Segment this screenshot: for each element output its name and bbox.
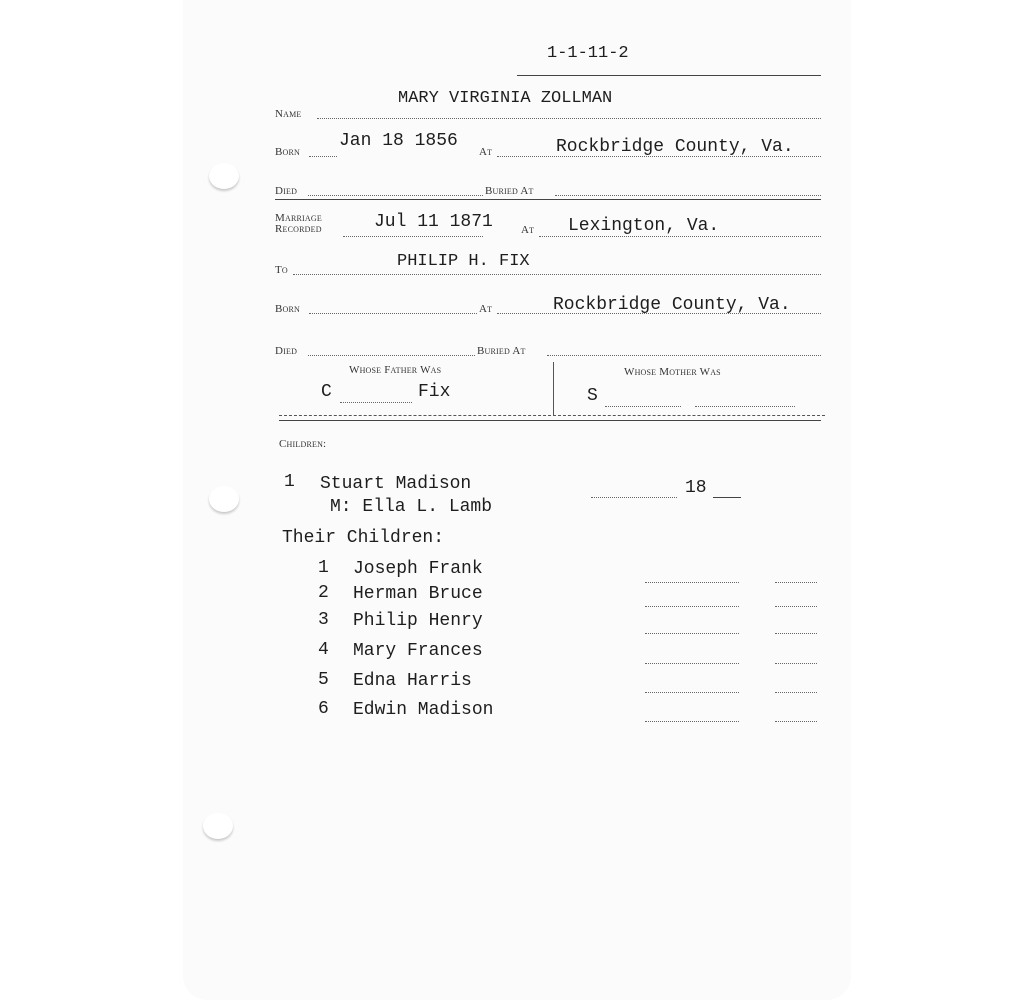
child-date-line [591,497,677,498]
grandchild-year-line [775,633,817,634]
divider [517,75,821,76]
spouse-born-place: Rockbridge County, Va. [553,295,791,315]
punch-hole [209,163,239,189]
grandchild-date-line [645,721,739,722]
buried-line [555,195,821,196]
spouse-born-line [309,313,477,314]
mother-blank-1 [605,406,681,407]
spouse-buried-line [547,355,821,356]
grandchild-date-line [645,633,739,634]
children-label: Children: [279,438,327,450]
born-label: Born [275,146,301,158]
marriage-place: Lexington, Va. [568,216,720,236]
spouse-name: PHILIP H. FIX [397,252,530,271]
grandchild-name: Joseph Frank [353,559,483,579]
mother-label: Whose Mother Was [624,366,721,378]
grandchild-number: 2 [318,583,329,603]
card-number: 1-1-11-2 [547,44,629,63]
father-blank [340,402,412,403]
grandchild-name: Philip Henry [353,611,483,631]
mother-blank-2 [695,406,795,407]
grandchild-number: 6 [318,699,329,719]
grandchild-date-line [645,606,739,607]
child-year-line [713,497,741,498]
grandchild-year-line [775,582,817,583]
child-year: 18 [685,478,707,498]
at-label: At [479,146,493,158]
grandchild-name: Herman Bruce [353,584,483,604]
father-initial: C [321,382,332,402]
mother-initial: S [587,386,598,406]
child-name: Stuart Madison [320,474,472,494]
grandchild-number: 5 [318,670,329,690]
spouse-at-label: At [479,303,493,315]
grandchild-number: 3 [318,610,329,630]
father-surname: Fix [418,382,451,402]
to-label: To [275,264,288,276]
child-number: 1 [284,472,295,492]
grandchild-year-line [775,721,817,722]
marriage-label-line2: Recorded [275,223,322,235]
spouse-died-line [308,355,475,356]
father-label: Whose Father Was [349,364,442,376]
name-line [317,118,821,119]
marriage-label-line1: Marriage [275,212,322,224]
spouse-born-label: Born [275,303,301,315]
divider [279,415,825,416]
spouse-died-label: Died [275,345,298,357]
born-line [309,156,337,157]
born-place: Rockbridge County, Va. [556,137,794,157]
grandchild-year-line [775,663,817,664]
grandchild-date-line [645,663,739,664]
died-label: Died [275,185,298,197]
name-label: Name [275,108,302,120]
grandchild-number: 1 [318,558,329,578]
grandchild-name: Mary Frances [353,641,483,661]
grandchild-date-line [645,692,739,693]
grandchild-name: Edna Harris [353,671,472,691]
died-line [308,195,483,196]
to-line [293,274,821,275]
parents-divider [553,362,554,416]
record-card [183,0,851,1000]
marriage-date: Jul 11 1871 [374,212,493,232]
grandchild-year-line [775,692,817,693]
divider [275,199,821,200]
child-spouse: M: Ella L. Lamb [330,497,493,517]
spouse-buried-label: Buried At [477,345,526,357]
marriage-date-line [343,236,483,237]
grandchild-year-line [775,606,817,607]
divider [279,420,821,421]
punch-hole [203,813,233,839]
punch-hole [209,486,239,512]
grandchild-name: Edwin Madison [353,700,494,720]
person-name: MARY VIRGINIA ZOLLMAN [398,89,613,108]
marriage-place-line [539,236,821,237]
their-children-label: Their Children: [282,528,445,548]
marriage-at-label: At [521,224,535,236]
grandchild-date-line [645,582,739,583]
grandchild-number: 4 [318,640,329,660]
born-date: Jan 18 1856 [339,131,458,151]
marriage-label [275,213,322,235]
buried-at-label: Buried At [485,185,534,197]
